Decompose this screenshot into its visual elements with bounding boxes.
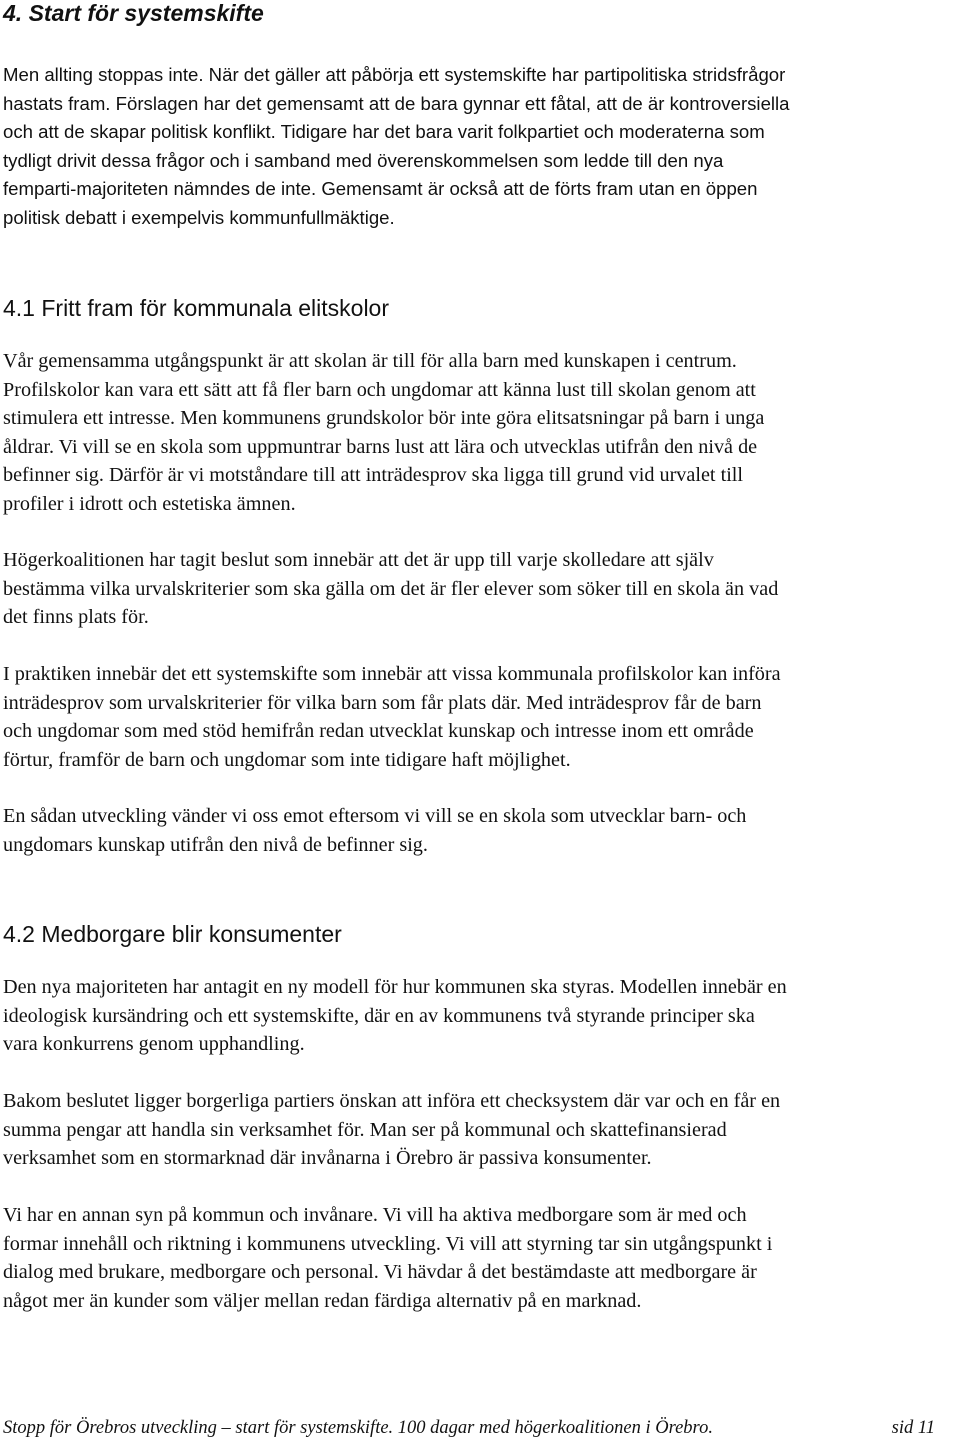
footer-title: Stopp för Örebros utveckling – start för systemskifte. 100 dagar med högerkoalitionen i Örebro. [3, 1418, 713, 1438]
text-line: Vi har en annan syn på kommun och invånare. Vi vill ha aktiva medborgare som är med och [3, 1204, 747, 1226]
text-line: ungdomars kunskap utifrån den nivå de befinner sig. [3, 833, 428, 856]
paragraph [3, 1087, 958, 1173]
text-line: Vår gemensamma utgångspunkt är att skolan är till för alla barn med kunskapen i centrum. [3, 350, 737, 372]
text-line: Bakom beslutet ligger borgerliga partiers önskan att införa ett checksystem där var och en får en [3, 1090, 781, 1112]
text-line: politisk debatt i exempelvis kommunfullmäktige. [3, 206, 395, 228]
page-number: sid 11 [891, 1418, 935, 1438]
page-footer [3, 1418, 935, 1439]
text-line: Men allting stoppas inte. När det gäller att påbörja ett systemskifte har partipolitiska stridsfrågor [3, 64, 786, 85]
text-line: något mer än kunder som väljer mellan redan färdiga alternativ på en marknad. [3, 1289, 642, 1312]
text-line: förtur, framför de barn och ungdomar som inte tidigare haft möjlighet. [3, 748, 571, 771]
text-line: En sådan utveckling vänder vi oss emot eftersom vi vill se en skola som utvecklar barn- och [3, 805, 747, 827]
text-line: bestämma vilka urvalskriterier som ska gälla om det är fler elever som söker till en skola än vad [3, 577, 779, 600]
text-line: ideologisk kursändring och ett systemskifte, där en av kommunens två styrande principer ska [3, 1004, 755, 1027]
chapter-heading: 4. Start för systemskifte [3, 0, 264, 26]
text-line: och att de skapar politisk konflikt. Tidigare har det bara varit folkpartiet och moderaterna som [3, 121, 765, 143]
section-heading-4-2: 4.2 Medborgare blir konsumenter [3, 921, 342, 947]
paragraph [3, 660, 958, 774]
text-line: formar innehåll och riktning i kommunens utveckling. Vi vill att styrning tar sin utgångspunkt i [3, 1232, 773, 1255]
text-line: dialog med brukare, medborgare och personal. Vi hävdar å det bestämdaste att medborgare är [3, 1261, 757, 1284]
section-heading-4-1: 4.1 Fritt fram för kommunala elitskolor [3, 295, 390, 321]
text-line: vara konkurrens genom upphandling. [3, 1033, 305, 1056]
text-line: tydligt drivit dessa frågor och i samband med överenskommelsen som ledde till den nya [3, 149, 724, 171]
text-line: Den nya majoriteten har antagit en ny modell för hur kommunen ska styras. Modellen innebär en [3, 976, 787, 998]
text-line: inträdesprov som urvalskriterier för vilka barn som får plats där. Med inträdesprov får de barn [3, 691, 762, 714]
paragraph [3, 802, 958, 859]
text-line: stimulera ett intresse. Men kommunens grundskolor bör inte göra elitsatsningar på barn i unga [3, 407, 765, 430]
text-line: femparti-majoriteten nämndes de inte. Gemensamt är också att de förts fram utan en öppen [3, 178, 758, 200]
text-line: hastats fram. Förslagen har det gemensamt att de bara gynnar ett fåtal, att de är kontroversiella [3, 92, 790, 114]
text-line: summa pengar att handla sin verksamhet för. Man ser på kommunal och skattefinansierad [3, 1118, 727, 1141]
paragraph [3, 347, 958, 519]
paragraph [3, 546, 958, 632]
text-line: det finns plats för. [3, 606, 149, 629]
text-line: profiler i idrott och estetiska ämnen. [3, 492, 296, 515]
text-line: och ungdomar som med stöd hemifrån redan utvecklat kunskap och intresse inom ett område [3, 720, 754, 743]
paragraph [3, 1201, 958, 1315]
text-line: åldrar. Vi vill se en skola som uppmuntrar barns lust att lära och utvecklas utifrån den nivå de [3, 435, 758, 458]
intro-paragraph [3, 61, 958, 233]
text-line: Högerkoalitionen har tagit beslut som innebär att det är upp till varje skolledare att själv [3, 549, 714, 571]
text-line: I praktiken innebär det ett systemskifte som innebär att vissa kommunala profilskolor kan införa [3, 663, 781, 685]
paragraph [3, 973, 958, 1059]
text-line: befinner sig. Därför är vi motståndare till att inträdesprov ska ligga till grund vid urvalet till [3, 464, 744, 487]
text-line: Profilskolor kan vara ett sätt att få fler barn och ungdomar att känna lust till skolan genom att [3, 378, 756, 401]
text-line: verksamhet som en stormarknad där invånarna i Örebro är passiva konsumenter. [3, 1147, 652, 1170]
